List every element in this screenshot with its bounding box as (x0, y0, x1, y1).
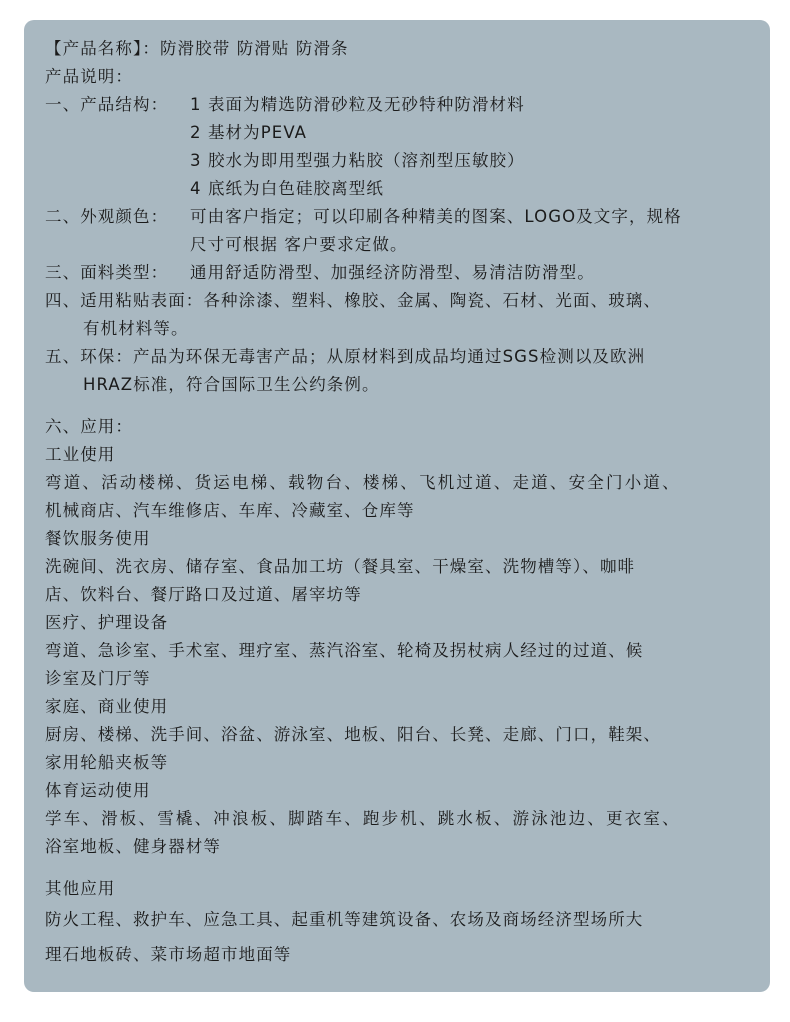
industrial-line-1: 弯道、活动楼梯、货运电梯、载物台、楼梯、飞机过道、走道、安全门小道、 (45, 473, 681, 492)
industrial-title: 工业使用 (45, 445, 116, 464)
product-description-heading: 产品说明： (45, 67, 133, 86)
content-panel (24, 20, 770, 992)
structure-item-2: 2 基材为PEVA (190, 123, 308, 142)
surfaces-line-2: 有机材料等。 (83, 319, 189, 338)
medical-line-2: 诊室及门厅等 (45, 669, 151, 688)
eco-line-2: HRAZ标准，符合国际卫生公约条例。 (83, 375, 380, 394)
structure-item-1: 1 表面为精选防滑砂粒及无砂特种防滑材料 (190, 95, 525, 114)
other-title: 其他应用 (45, 879, 116, 898)
home-line-2: 家用轮船夹板等 (45, 753, 169, 772)
applications-heading: 六、应用： (45, 417, 133, 436)
home-line-1: 厨房、楼梯、洗手间、浴盆、游泳室、地板、阳台、长凳、走廊、门口，鞋架、 (45, 725, 661, 744)
medical-line-1: 弯道、急诊室、手术室、理疗室、蒸汽浴室、轮椅及拐杖病人经过的过道、候 (45, 641, 644, 660)
structure-label: 一、产品结构： (45, 95, 169, 114)
catering-title: 餐饮服务使用 (45, 529, 151, 548)
other-line-2: 理石地板砖、菜市场超市地面等 (45, 945, 292, 964)
surfaces-line-1: 四、适用粘贴表面：各种涂漆、塑料、橡胶、金属、陶瓷、石材、光面、玻璃、 (45, 291, 661, 310)
home-title: 家庭、商业使用 (45, 697, 169, 716)
medical-title: 医疗、护理设备 (45, 613, 169, 632)
appearance-label: 二、外观颜色： (45, 207, 169, 226)
appearance-text-line-1: 可由客户指定；可以印刷各种精美的图案、LOGO及文字，规格 (190, 207, 682, 226)
catering-line-2: 店、饮料台、餐厅路口及过道、屠宰坊等 (45, 585, 362, 604)
sports-line-1: 学车、滑板、雪橇、冲浪板、脚踏车、跑步机、跳水板、游泳池边、更衣室、 (45, 809, 681, 828)
structure-item-3: 3 胶水为即用型强力粘胶（溶剂型压敏胶） (190, 151, 525, 170)
other-line-1: 防火工程、救护车、应急工具、起重机等建筑设备、农场及商场经济型场所大 (45, 910, 644, 929)
structure-item-4: 4 底纸为白色硅胶离型纸 (190, 179, 384, 198)
sports-line-2: 浴室地板、健身器材等 (45, 837, 221, 856)
eco-line-1: 五、环保：产品为环保无毒害产品；从原材料到成品均通过SGS检测以及欧洲 (45, 347, 646, 366)
product-name-line: 【产品名称】：防滑胶带 防滑贴 防滑条 (45, 39, 349, 58)
appearance-text-line-2: 尺寸可根据 客户要求定做。 (190, 235, 408, 254)
sports-title: 体育运动使用 (45, 781, 151, 800)
industrial-line-2: 机械商店、汽车维修店、车库、冷藏室、仓库等 (45, 501, 415, 520)
catering-line-1: 洗碗间、洗衣房、储存室、食品加工坊（餐具室、干燥室、洗物槽等）、咖啡 (45, 557, 636, 576)
material-types-text: 通用舒适防滑型、加强经济防滑型、易清洁防滑型。 (190, 263, 595, 282)
material-types-label: 三、面料类型： (45, 263, 169, 282)
